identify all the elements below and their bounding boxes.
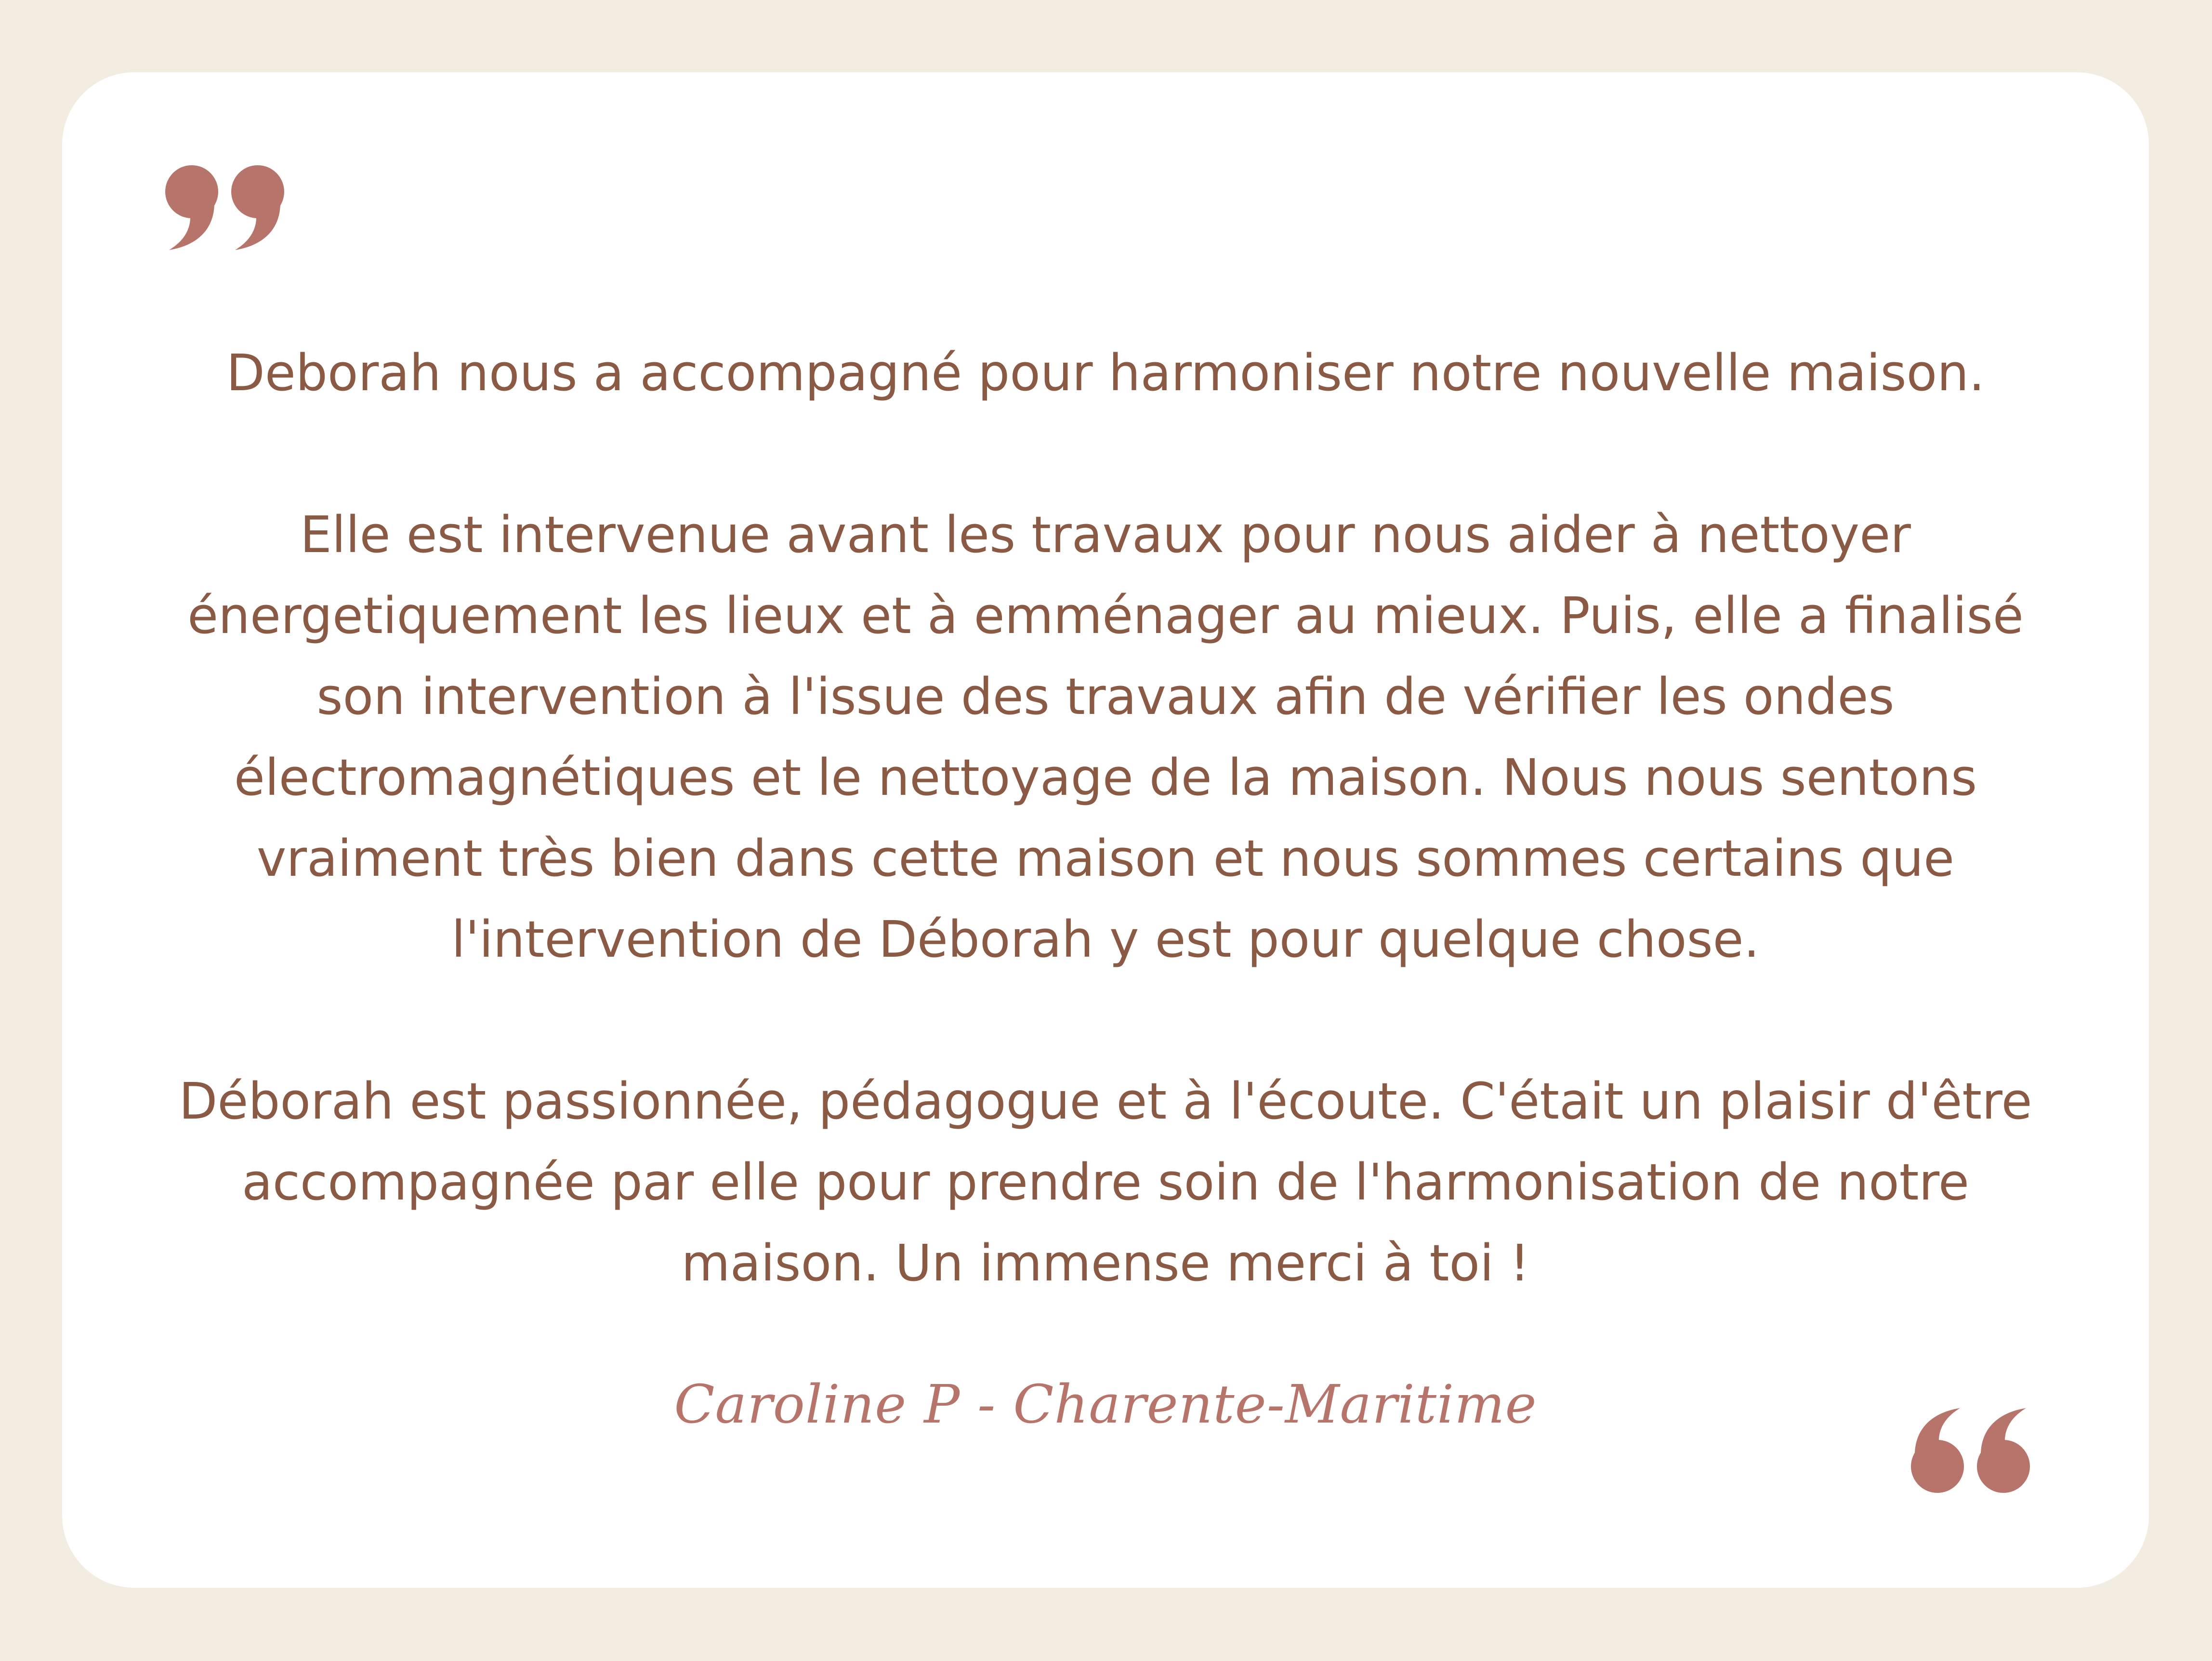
testimonial-card bbox=[62, 72, 2149, 1588]
testimonial-paragraph: Déborah est passionnée, pédagogue et à l'écoute. C'était un plaisir d'être accompagnée par elle pour prendre soin de l'harmonisation de notre maison. Un immense merci à toi ! bbox=[179, 1072, 2032, 1292]
close-quote-icon bbox=[1903, 1408, 2030, 1493]
testimonial-text bbox=[168, 332, 2043, 1304]
testimonial-signature: Caroline P - Charente-Maritime bbox=[674, 1373, 1537, 1435]
testimonial-paragraph: Elle est intervenue avant les travaux pour nous aider à nettoyer énergetiquement les lieux et à emménager au mieux. Puis, elle a finalisé son intervention à l'issue des travaux afin de vérifier les ondes électromagnétiques et le nettoyage de la maison. Nous nous sentons vraiment très bien dans cette maison et nous sommes certains que l'intervention de Déborah y est pour quelque chose. bbox=[187, 505, 2024, 969]
testimonial-paragraph: Deborah nous a accompagné pour harmoniser notre nouvelle maison. bbox=[226, 343, 1985, 402]
open-quote-icon bbox=[165, 165, 292, 250]
